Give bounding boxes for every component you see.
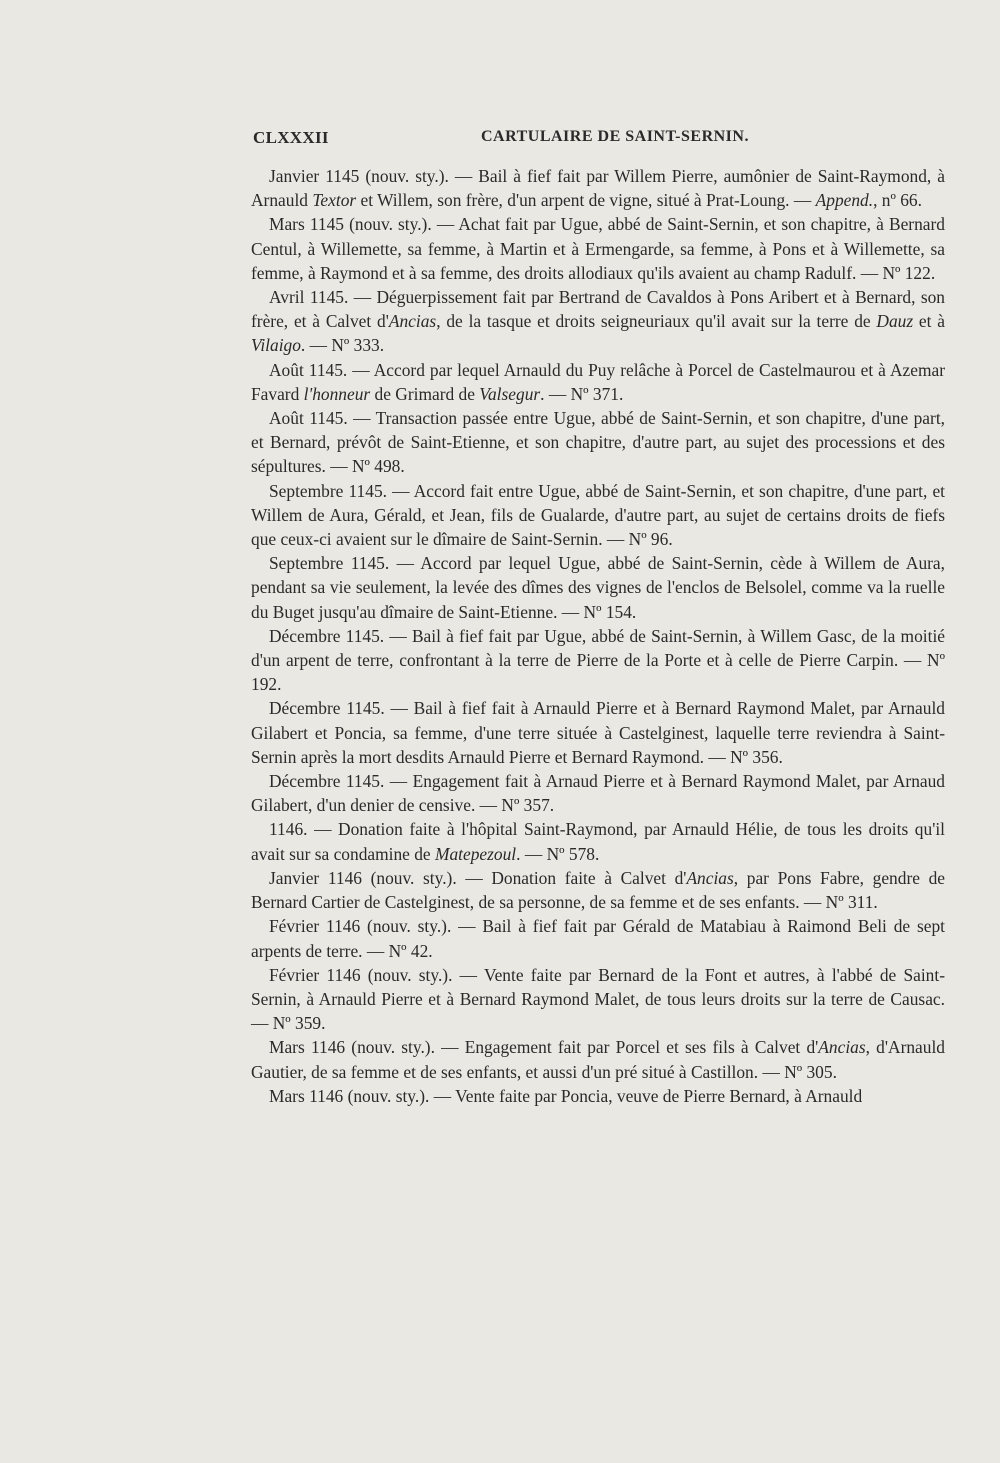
entry-text: Août 1145. — Transaction passée entre Ugue, abbé de Saint-Sernin, et son chapitre, d'une part, et Bernard, prévôt de Saint-Etienne, et son chapitre, d'autre part, au sujet des processions et des sépultures. — Nº 498. — [251, 408, 945, 477]
cartulary-entry — [251, 212, 945, 285]
cartulary-entry — [251, 164, 945, 212]
entry-text: , nº 66. — [873, 190, 922, 211]
entry-text: Février 1146 (nouv. sty.). — Bail à fief fait par Gérald de Matabiau à Raimond Beli de sept arpents de terre. — Nº 42. — [251, 916, 945, 961]
cartulary-entry — [251, 696, 945, 769]
entry-text: Décembre 1145. — Bail à fief fait par Ugue, abbé de Saint-Sernin, à Willem Gasc, de la moitié d'un arpent de terre, confrontant à la terre de Pierre de la Porte et à celle de Pierre Carpin. — Nº 192. — [251, 625, 945, 695]
page-header — [253, 128, 943, 154]
cartulary-entry — [251, 406, 945, 479]
entry-text: Avril 1145. — Déguerpissement fait par Bertrand de Cavaldos à Pons Aribert et à Bernard, son frère, et à Calvet d' — [251, 287, 945, 332]
entry-text: 1146. — Donation faite à l'hôpital Saint-Raymond, par Arnauld Hélie, de tous les droits qu'il avait sur sa condamine de — [251, 819, 945, 864]
italic-name: l'honneur — [303, 383, 371, 404]
entry-text: , d'Arnauld Gautier, de sa femme et de ses enfants, et aussi d'un pré situé à Castillon. — Nº 305. — [251, 1037, 945, 1082]
cartulary-entry — [251, 817, 945, 865]
cartulary-entry — [251, 624, 945, 697]
entry-text: Mars 1145 (nouv. sty.). — Achat fait par Ugue, abbé de Saint-Sernin, et son chapitre, à Bernard Centul, à Willemette, sa femme, à Martin et à Ermengarde, sa femme, à Pons et à Willemette, sa femme, à Raymond et à sa femme, des droits allodiaux qu'ils avaient au champ Radulf. — Nº 122. — [251, 214, 945, 283]
entry-text: . — Nº 578. — [516, 843, 600, 864]
italic-name: Textor — [312, 190, 357, 211]
entry-text: , de la tasque et droits seigneuriaux qu'il avait sur la terre de — [436, 311, 877, 332]
folio-number: CLXXXII — [253, 128, 329, 147]
entry-text: Septembre 1145. — Accord fait entre Ugue, abbé de Saint-Sernin, et son chapitre, d'une part, et Willem de Aura, Gérald, et Jean, fils de Gualarde, d'autre part, au sujet de certains droits de fiefs que ceux-ci avaient sur le dîmaire de Saint-Sernin. — Nº 96. — [251, 480, 945, 550]
entry-text: . — Nº 333. — [300, 335, 385, 356]
cartulary-entry — [251, 914, 945, 962]
entry-text: Août 1145. — Accord par lequel Arnauld du Puy relâche à Porcel de Castelmaurou et à Azemar Favard — [251, 359, 945, 404]
cartulary-entry — [251, 866, 945, 914]
entries-list — [251, 164, 945, 1108]
entry-text: et Willem, son frère, d'un arpent de vigne, situé à Prat-Loung. — — [356, 190, 816, 211]
running-title: CARTULAIRE DE SAINT-SERNIN. — [481, 128, 749, 145]
entry-text: Décembre 1145. — Engagement fait à Arnaud Pierre et à Bernard Raymond Malet, par Arnaud Gilabert, d'un denier de censive. — Nº 357. — [251, 771, 945, 816]
italic-name: Append. — [815, 190, 874, 211]
entry-text: de Grimard de — [370, 383, 480, 404]
cartulary-entry — [251, 1035, 945, 1083]
entry-text: Janvier 1146 (nouv. sty.). — Donation faite à Calvet d' — [269, 867, 687, 888]
cartulary-entry — [251, 1084, 945, 1108]
entry-text: Décembre 1145. — Bail à fief fait à Arnauld Pierre et à Bernard Raymond Malet, par Arnauld Gilabert et Poncia, sa femme, d'une terre située à Castelginest, laquelle terre reviendra à Saint-Sernin après la mort desdits Arnauld Pierre et Bernard Raymond. — Nº 356. — [251, 698, 945, 767]
cartulary-entry — [251, 551, 945, 624]
cartulary-entry — [251, 358, 945, 406]
cartulary-entry — [251, 479, 945, 552]
italic-name: Ancias — [388, 311, 437, 332]
cartulary-entry — [251, 963, 945, 1036]
italic-name: Ancias — [686, 867, 734, 888]
italic-name: Dauz — [876, 311, 914, 332]
cartulary-entry — [251, 769, 945, 817]
cartulary-entry — [251, 285, 945, 358]
entry-text: , par Pons Fabre, gendre de Bernard Cartier de Castelginest, de sa personne, de sa femme et de ses enfants. — Nº 311. — [251, 867, 945, 913]
entry-text: Mars 1146 (nouv. sty.). — Vente faite par Poncia, veuve de Pierre Bernard, à Arnauld — [269, 1085, 863, 1106]
entry-text: . — Nº 371. — [540, 383, 624, 404]
entry-text: et à — [913, 311, 945, 332]
entry-text: Septembre 1145. — Accord par lequel Ugue, abbé de Saint-Sernin, cède à Willem de Aura, pendant sa vie seulement, la levée des dîmes des vignes de l'enclos de Belsolel, comme va la ruelle du Buget jusqu'au dîmaire de Saint-Etienne. — Nº 154. — [251, 553, 945, 622]
entry-text: Février 1146 (nouv. sty.). — Vente faite par Bernard de la Font et autres, à l'abbé de Saint-Sernin, à Arnauld Pierre et à Bernard Raymond Malet, de tous leurs droits sur la terre de Causac. — Nº 359. — [251, 964, 945, 1034]
entry-text: Mars 1146 (nouv. sty.). — Engagement fait par Porcel et ses fils à Calvet d' — [269, 1037, 819, 1058]
italic-name: Matepezoul — [435, 843, 517, 864]
italic-name: Ancias — [818, 1037, 866, 1058]
italic-name: Valsegur — [479, 383, 541, 404]
italic-name: Vilaigo — [251, 335, 301, 356]
entry-text: Janvier 1145 (nouv. sty.). — Bail à fief fait par Willem Pierre, aumônier de Saint-Raymond, à Arnauld — [251, 166, 945, 211]
